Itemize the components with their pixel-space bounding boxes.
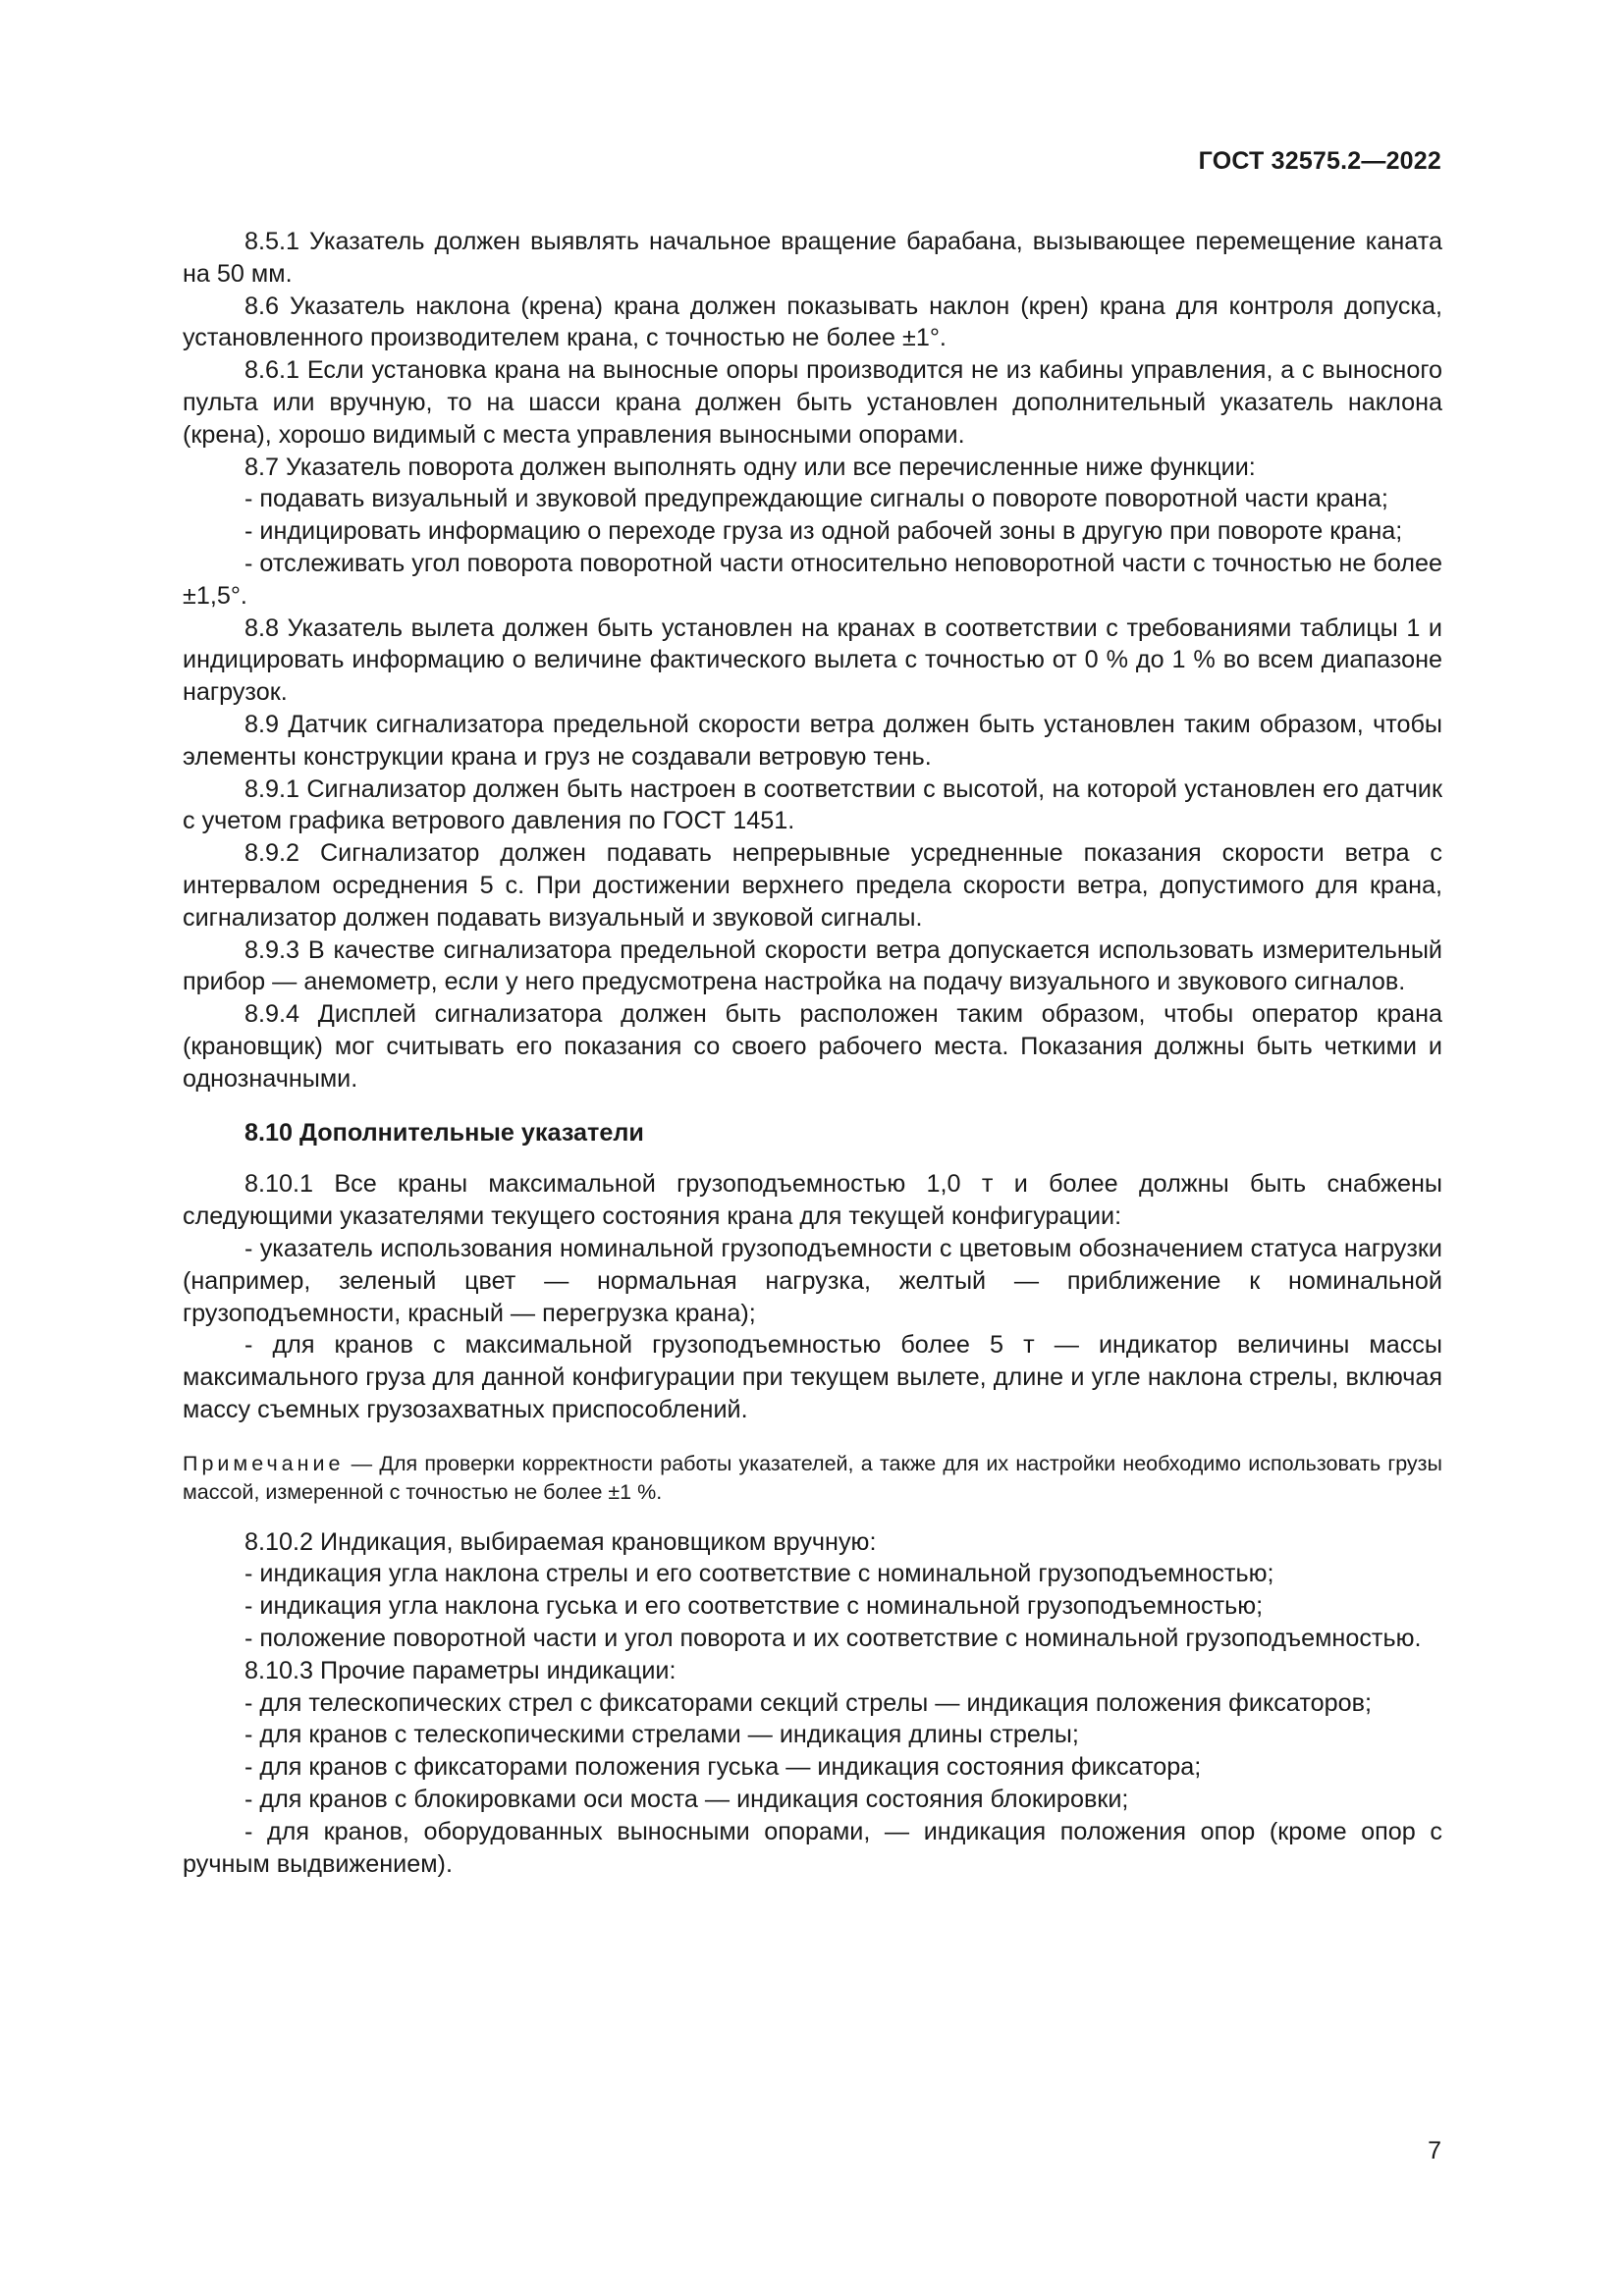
paragraph-8-9-4: 8.9.4 Дисплей сигнализатора должен быть расположен таким образом, чтобы оператор крана (крановщик) мог считывать его показания со своего рабочего места. Показания должны быть четкими и однозначными. xyxy=(183,1000,1442,1093)
paragraph-8-9: 8.9 Датчик сигнализатора предельной скорости ветра должен быть установлен таким образом, чтобы элементы конструкции крана и груз не создавали ветровую тень. xyxy=(183,710,1442,771)
note-label: Примечание xyxy=(183,1451,345,1475)
list-item: - указатель использования номинальной грузоподъемности с цветовым обозначением статуса нагрузки (например, зеленый цвет — нормальная нагрузка, желтый — приближение к номинальной грузоподъемности, красный — перегрузка крана); xyxy=(183,1234,1442,1327)
paragraph-8-9-3: 8.9.3 В качестве сигнализатора предельной скорости ветра допускается использовать измерительный прибор — анемометр, если у него предусмотрена настройка на подачу визуального и звукового сигналов. xyxy=(183,935,1442,996)
list-item: - для кранов с блокировками оси моста — индикация состояния блокировки; xyxy=(244,1786,1129,1814)
paragraph-8-6-1: 8.6.1 Если установка крана на выносные опоры производится не из кабины управления, а с выносного пульта или вручную, то на шасси крана должен быть установлен дополнительный указатель наклона (крена), хорошо видимый с места управления выносными опорами. xyxy=(183,356,1442,449)
list-item: - для кранов с телескопическими стрелами — индикация длины стрелы; xyxy=(244,1721,1079,1749)
list-item: - для телескопических стрел с фиксаторами секций стрелы — индикация положения фиксаторов; xyxy=(244,1688,1372,1717)
list-item: - индикация угла наклона стрелы и его соответствие с номинальной грузоподъемностью; xyxy=(244,1560,1274,1588)
paragraph-8-6: 8.6 Указатель наклона (крена) крана должен показывать наклон (крен) крана для контроля допуска, установленного производителем крана, с точностью не более ±1°. xyxy=(183,292,1442,352)
paragraph-8-10-1: 8.10.1 Все краны максимальной грузоподъемностью 1,0 т и более должны быть снабжены следующими указателями текущего состояния крана для текущей конфигурации: xyxy=(183,1170,1442,1231)
list-item: - индикация угла наклона гуська и его соответствие с номинальной грузоподъемностью; xyxy=(244,1592,1264,1621)
document-header: ГОСТ 32575.2—2022 xyxy=(1198,147,1441,175)
list-item: - для кранов с максимальной грузоподъемностью более 5 т — индикатор величины массы максимального груза для данной конфигурации при текущем вылете, длине и угле наклона стрелы, включая массу съемных грузозахватных приспособлений. xyxy=(183,1331,1442,1423)
list-item: - для кранов с фиксаторами положения гуська — индикация состояния фиксатора; xyxy=(244,1753,1202,1782)
list-item: - положение поворотной части и угол поворота и их соответствие с номинальной грузоподъемностью. xyxy=(244,1625,1422,1653)
paragraph-8-10-2: 8.10.2 Индикация, выбираемая крановщиком вручную: xyxy=(244,1527,877,1556)
note-text: — Для проверки корректности работы указателей, а также для их настройки необходимо использовать грузы массой, измеренной с точностью не более ±1 %. xyxy=(183,1451,1442,1504)
section-heading-8-10: 8.10 Дополнительные указатели xyxy=(244,1118,644,1147)
paragraph-8-7: 8.7 Указатель поворота должен выполнять одну или все перечисленные ниже функции: xyxy=(244,453,1256,481)
paragraph-8-8: 8.8 Указатель вылета должен быть установлен на кранах в соответствии с требованиями таблицы 1 и индицировать информацию о величине фактического вылета с точностью от 0 % до 1 % во всем диапазоне нагрузок. xyxy=(183,614,1442,707)
list-item: - для кранов, оборудованных выносными опорами, — индикация положения опор (кроме опор с ручным выдвижением). xyxy=(183,1817,1442,1878)
note xyxy=(183,1450,1442,1507)
list-item: - подавать визуальный и звуковой предупреждающие сигналы о повороте поворотной части крана; xyxy=(244,485,1388,513)
paragraph-8-9-2: 8.9.2 Сигнализатор должен подавать непрерывные усредненные показания скорости ветра с интервалом осреднения 5 с. При достижении верхнего предела скорости ветра, допустимого для крана, сигнализатор должен подавать визуальный и звуковой сигналы. xyxy=(183,839,1442,932)
paragraph-8-9-1: 8.9.1 Сигнализатор должен быть настроен в соответствии с высотой, на которой установлен его датчик с учетом графика ветрового давления по ГОСТ 1451. xyxy=(183,774,1442,835)
paragraph-8-10-3: 8.10.3 Прочие параметры индикации: xyxy=(244,1656,677,1684)
paragraph-8-5-1: 8.5.1 Указатель должен выявлять начальное вращение барабана, вызывающее перемещение каната на 50 мм. xyxy=(183,228,1442,288)
list-item: - индицировать информацию о переходе груза из одной рабочей зоны в другую при повороте крана; xyxy=(244,517,1403,546)
document-body xyxy=(183,226,1442,1880)
page-number: 7 xyxy=(1428,2137,1441,2164)
list-item: - отслеживать угол поворота поворотной части относительно неповоротной части с точностью не более ±1,5°. xyxy=(183,549,1442,610)
